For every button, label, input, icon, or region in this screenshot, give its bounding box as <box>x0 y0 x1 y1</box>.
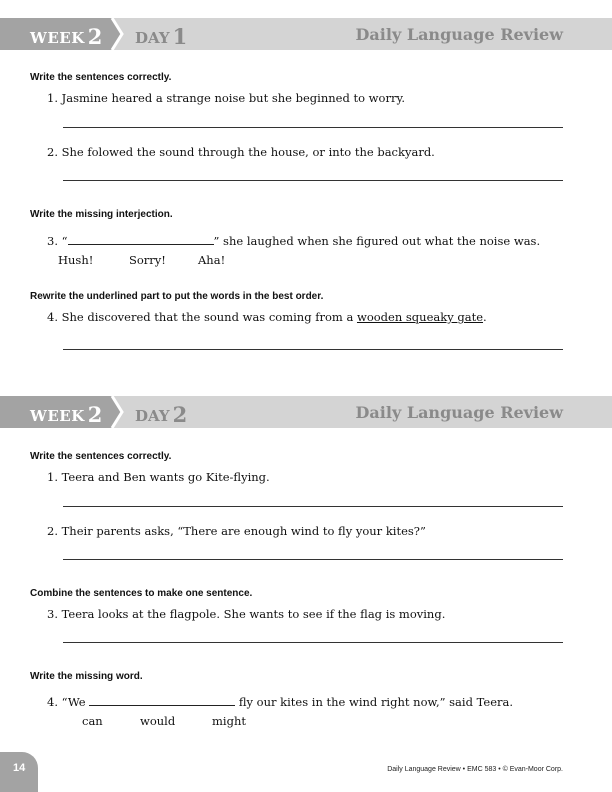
week-tab <box>0 18 126 50</box>
week-label: WEEK <box>30 29 85 47</box>
instruction-missing-word: Write the missing word. <box>30 671 143 682</box>
week-number: 2 <box>87 24 103 49</box>
instruction-reorder: Rewrite the underlined part to put the words in the best order. <box>30 291 324 302</box>
answer-line-1[interactable] <box>63 127 563 128</box>
question-2: 2. She folowed the sound through the house, or into the backyard. <box>47 145 435 159</box>
section-title: Daily Language Review <box>355 403 563 422</box>
question-3-start: 3. “ <box>47 234 68 248</box>
section-title: Daily Language Review <box>355 25 563 44</box>
question-3: 3. Teera looks at the flagpole. She wants to see if the flag is moving. <box>47 607 446 621</box>
instruction-correct-sentences: Write the sentences correctly. <box>30 451 172 462</box>
answer-line-1[interactable] <box>63 506 563 507</box>
question-1: 1. Teera and Ben wants go Kite-flying. <box>47 470 270 484</box>
option-sorry: Sorry! <box>129 253 166 267</box>
option-might: might <box>212 714 246 728</box>
instruction-correct-sentences: Write the sentences correctly. <box>30 72 172 83</box>
question-4-start: 4. She discovered that the sound was coming from a <box>47 310 357 324</box>
instruction-combine: Combine the sentences to make one sentence. <box>30 588 253 599</box>
day1-header-band <box>0 18 612 50</box>
question-4 <box>47 695 513 709</box>
page-number: 14 <box>13 762 26 774</box>
answer-line-3[interactable] <box>63 642 563 643</box>
answer-line-2[interactable] <box>63 559 563 560</box>
answer-line-4[interactable] <box>63 349 563 350</box>
day-label: DAY <box>135 29 170 47</box>
question-1: 1. Jasmine heared a strange noise but she beginned to worry. <box>47 91 406 105</box>
question-4-end: . <box>483 310 487 324</box>
question-3-end: ” she laughed when she figured out what the noise was. <box>213 234 541 248</box>
option-would: would <box>140 714 176 728</box>
question-3 <box>47 234 540 248</box>
page-number-tab <box>0 752 38 792</box>
day-number: 1 <box>172 24 188 49</box>
fill-in-blank[interactable] <box>89 695 235 706</box>
day2-header-band <box>0 396 612 428</box>
week-number: 2 <box>87 402 103 427</box>
question-4-end: fly our kites in the wind right now,” said Teera. <box>235 695 514 709</box>
option-can: can <box>82 714 103 728</box>
question-4 <box>47 310 487 324</box>
option-aha: Aha! <box>198 253 226 267</box>
answer-line-2[interactable] <box>63 180 563 181</box>
week-tab <box>0 396 126 428</box>
underlined-phrase: wooden squeaky gate <box>356 310 484 324</box>
question-2: 2. Their parents asks, “There are enough wind to fly your kites?” <box>47 524 426 538</box>
day-label: DAY <box>135 407 170 425</box>
question-4-start: 4. “We <box>47 695 90 709</box>
option-hush: Hush! <box>58 253 94 267</box>
footer-credit: Daily Language Review • EMC 583 • © Evan-Moor Corp. <box>387 766 563 773</box>
day-number: 2 <box>172 402 188 427</box>
fill-in-blank[interactable] <box>68 234 214 245</box>
week-label: WEEK <box>30 407 85 425</box>
instruction-interjection: Write the missing interjection. <box>30 209 173 220</box>
